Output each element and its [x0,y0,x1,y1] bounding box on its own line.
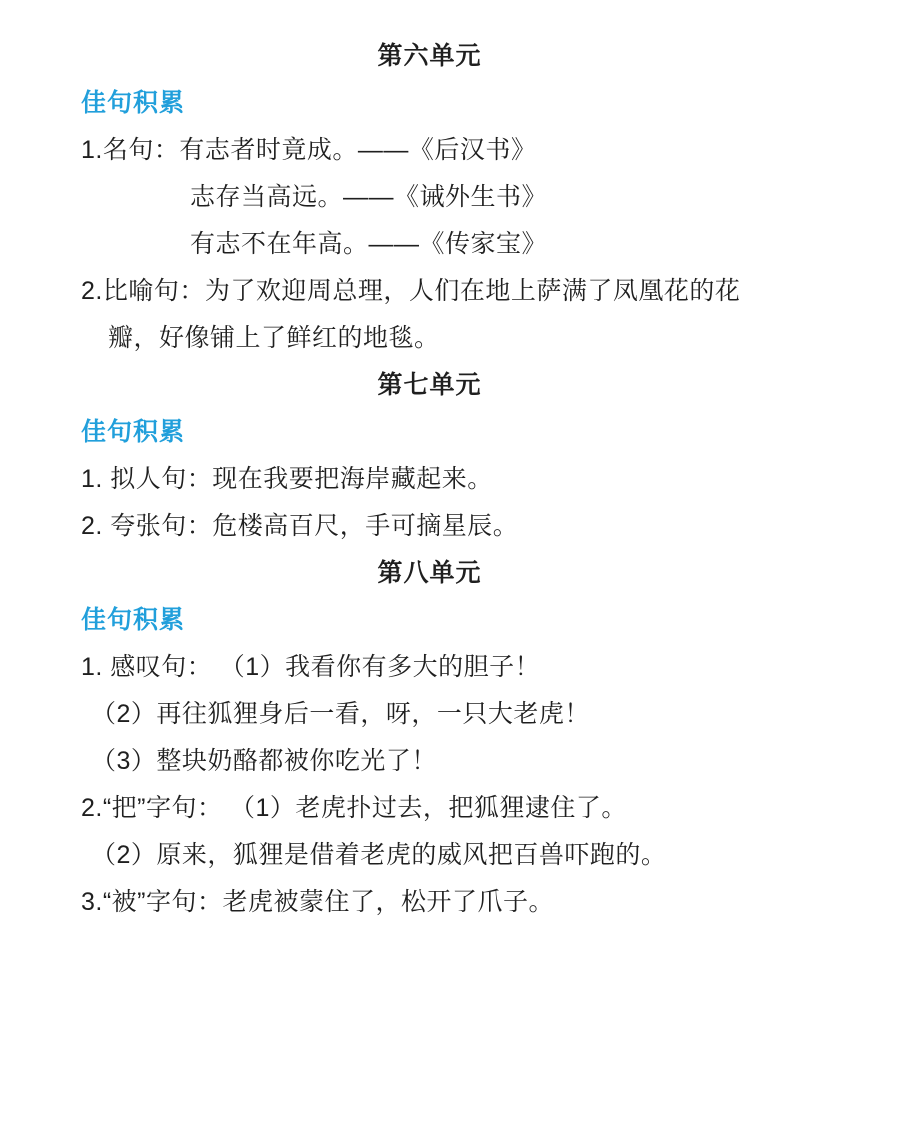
subheading-unit8-good-sentences: 佳句积累 [81,606,186,634]
subheading-unit7-good-sentences: 佳句积累 [81,418,186,446]
text-line-personification-sentence: 1. 拟人句：现在我要把海岸藏起来。 [81,465,493,493]
text-line-bei-sentence: 3.“被”字句：老虎被蒙住了，松开了爪子。 [81,888,555,916]
text-line-simile-sentence-wrap: 瓣，好像铺上了鲜红的地毯。 [108,324,440,352]
text-line-famous-quote-2: 志存当高远。——《诫外生书》 [190,183,548,211]
section-title-unit8: 第八单元 [377,559,482,587]
text-line-famous-quote-1: 1.名句：有志者时竟成。——《后汉书》 [81,136,537,164]
text-line-exclamation-item1: 1. 感叹句： （1）我看你有多大的胆子！ [81,653,541,681]
text-line-ba-sentence-item1: 2.“把”字句： （1）老虎扑过去，把狐狸逮住了。 [81,794,627,822]
text-line-hyperbole-sentence: 2. 夸张句：危楼高百尺，手可摘星辰。 [81,512,519,540]
subheading-unit6-good-sentences: 佳句积累 [81,89,186,117]
text-line-simile-sentence: 2.比喻句：为了欢迎周总理，人们在地上萨满了凤凰花的花 [81,277,741,305]
section-title-unit7: 第七单元 [377,371,482,399]
section-title-unit6: 第六单元 [377,42,482,70]
text-line-exclamation-item2: （2）再往狐狸身后一看，呀，一只大老虎！ [91,700,590,728]
text-line-exclamation-item3: （3）整块奶酪都被你吃光了！ [91,747,437,775]
text-line-famous-quote-3: 有志不在年高。——《传家宝》 [190,230,548,258]
text-line-ba-sentence-item2: （2）原来，狐狸是借着老虎的威风把百兽吓跑的。 [91,841,667,869]
